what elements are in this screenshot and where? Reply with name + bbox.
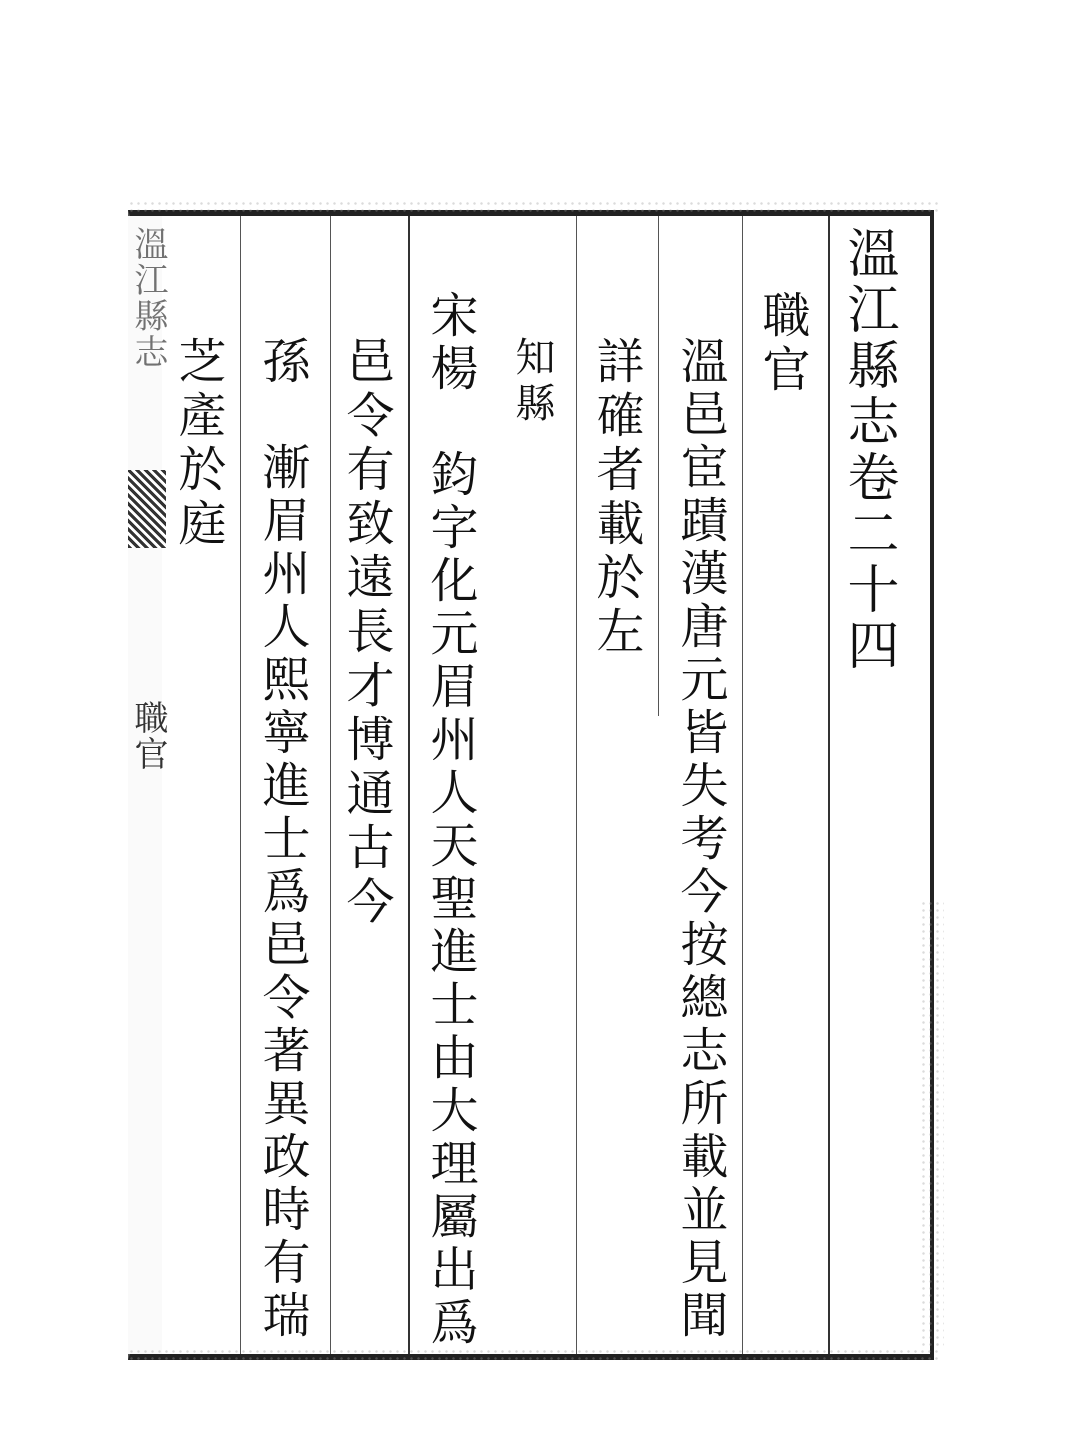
scan-noise [128, 1348, 938, 1362]
column-rule [576, 216, 577, 1354]
entry-sun-jian-cont: 芝產於庭 [170, 336, 226, 552]
fold-book-title: 溫江縣志 [128, 226, 168, 370]
intro-line-2: 詳確者載於左 [588, 336, 644, 660]
column-rule [658, 216, 659, 716]
scan-noise [920, 900, 944, 1350]
column-rule [240, 216, 241, 1354]
volume-title: 溫江縣志卷二十四 [838, 226, 898, 674]
fold-section-label: 職官 [128, 700, 168, 772]
column-rule [330, 216, 331, 1354]
entry-yang-jun: 宋楊 鈞字化元眉州人天聖進士由大理屬出爲 [422, 290, 478, 1350]
subheading-magistrate: 知縣 [509, 336, 555, 428]
entry-sun-jian: 孫 漸眉州人熙寧進士爲邑令著異政時有瑞 [254, 336, 310, 1343]
scan-noise [128, 200, 938, 214]
column-rule [828, 216, 830, 1354]
center-fold-column [128, 216, 162, 1354]
column-rule [742, 216, 743, 1354]
column-rule [408, 216, 410, 1354]
entry-yang-jun-cont: 邑令有致遠長才博通古今 [338, 336, 394, 930]
intro-line-1: 溫邑宦蹟漢唐元皆失考今按總志所載並見聞 [672, 336, 728, 1343]
section-heading: 職官 [754, 290, 810, 398]
fold-fishtail-mark [128, 470, 166, 548]
